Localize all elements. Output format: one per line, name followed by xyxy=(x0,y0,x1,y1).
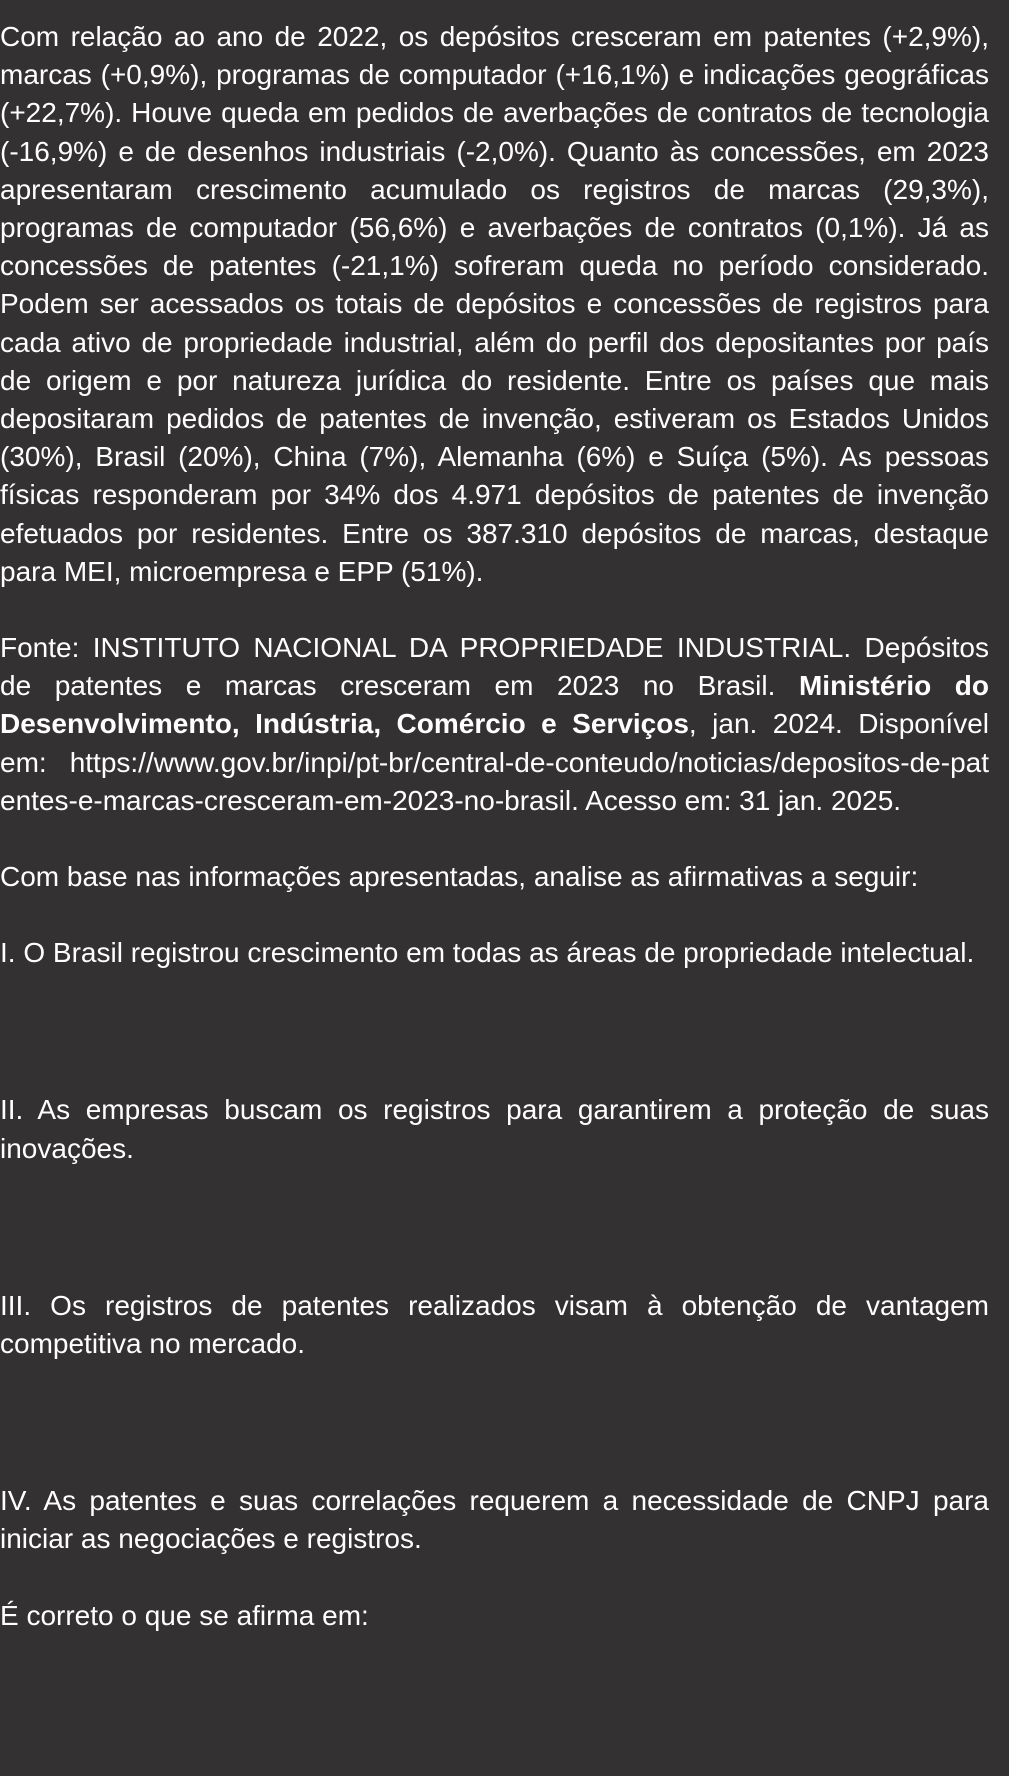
source-accessed: . Acesso em: 31 jan. 2025. xyxy=(571,784,902,816)
source-citation xyxy=(0,629,989,820)
source-publisher: Ministério do Desenvolvimento, Indústria, Comércio e Serviços xyxy=(0,670,990,740)
intro-paragraph: Com relação ao ano de 2022, os depósitos cresceram em patentes (+2,9%), marcas (+0,9%), programas de computador (+16,1%) e indicações geográficas (+22,7%). Houve queda em pedidos de averbações de contratos de tecnologia (-16,9%) e de desenhos industriais (-2,0%). Quanto às concessões, em 2023 apresentaram crescimento acumulado os registros de marcas (29,3%), programas de computador (56,6%) e averbações de contratos (0,1%). Já as concessões de patentes (-21,1%) sofreram queda no período considerado. Podem ser acessados os totais de depósitos e concessões de registros para cada ativo de propriedade industrial, além do perfil dos depositantes por país de origem e por natureza jurídica do residente. Entre os países que mais depositaram pedidos de patentes de invenção, estiveram os Estados Unidos (30%), Brasil (20%), China (7%), Alemanha (6%) e Suíça (5%). As pessoas físicas responderam por 34% dos 4.971 depósitos de patentes de invenção efetuados por residentes. Entre os 387.310 depósitos de marcas, destaque para MEI, microempresa e EPP (51%). xyxy=(0,21,989,587)
final-question: É correto o que se afirma em: xyxy=(0,1599,369,1631)
source-prefix: Fonte: INSTITUTO NACIONAL DA PROPRIEDADE INDUSTRIAL. Depósitos de patentes e marcas cresceram em 2023 no Brasil. xyxy=(0,632,989,702)
statement-iii: III. Os registros de patentes realizados visam à obtenção de vantagem competitiva no mercado. xyxy=(0,1289,989,1360)
analysis-prompt: Com base nas informações apresentadas, analise as afirmativas a seguir: xyxy=(0,861,919,893)
statement-iv: IV. As patentes e suas correlações requerem a necessidade de CNPJ para iniciar as negociações e registros. xyxy=(0,1485,989,1555)
source-url-link[interactable]: https://www.gov.br/inpi/pt-br/central-de-conteudo/noticias/depositos-de-patentes-e-marcas-cresceram-em-2023-no-brasil xyxy=(0,746,989,816)
source-date-available: , jan. 2024. Disponível em: xyxy=(0,708,990,778)
question-content xyxy=(0,18,989,1635)
statement-ii: II. As empresas buscam os registros para garantirem a proteção de suas inovações. xyxy=(0,1094,989,1164)
statement-i: I. O Brasil registrou crescimento em todas as áreas de propriedade intelectual. xyxy=(0,937,975,969)
